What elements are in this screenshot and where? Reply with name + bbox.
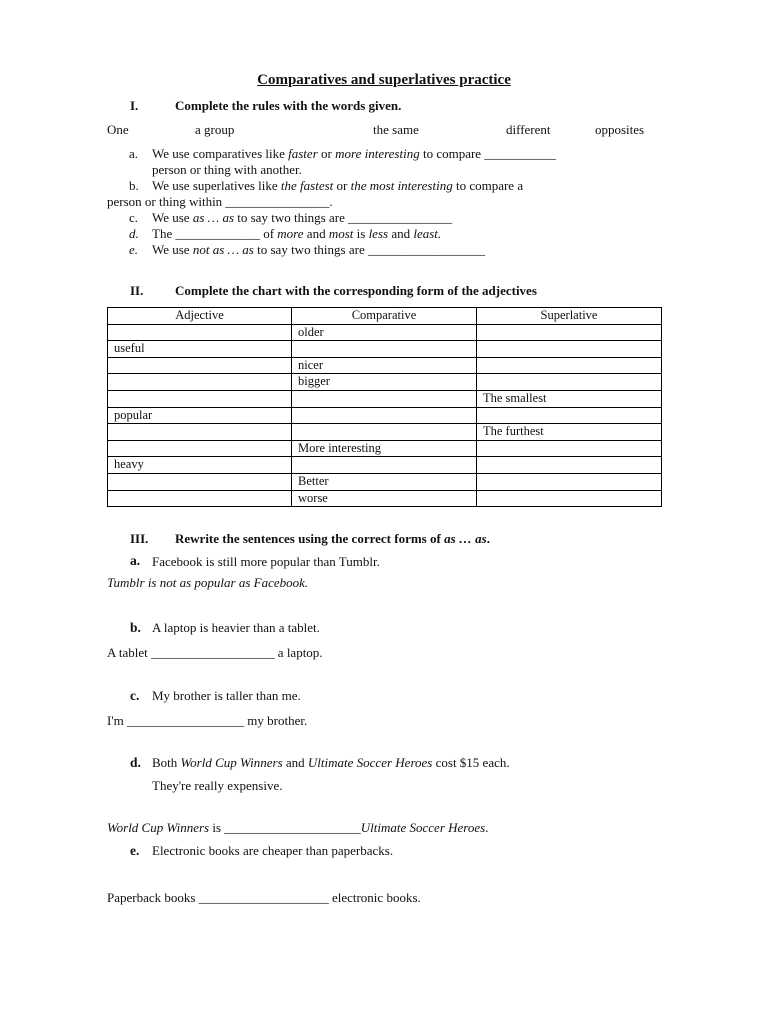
superlative-cell[interactable] <box>477 357 662 374</box>
rule-b-text: We use superlatives like the fastest or the most interesting to compare a <box>152 178 524 193</box>
adjective-cell[interactable] <box>108 374 292 391</box>
exercise-a-answer: Tumblr is not as popular as Facebook. <box>107 575 309 590</box>
word-option: the same <box>373 122 419 137</box>
exercise-d-sentence-2: They're really expensive. <box>152 778 283 793</box>
adjective-cell[interactable]: heavy <box>108 457 292 474</box>
section-3-number: III. <box>130 531 149 546</box>
superlative-cell[interactable]: The smallest <box>477 390 662 407</box>
section-1-heading: Complete the rules with the words given. <box>175 98 402 113</box>
adjective-cell[interactable]: useful <box>108 341 292 358</box>
superlative-cell[interactable] <box>477 457 662 474</box>
section-3-heading: Rewrite the sentences using the correct forms of as … as. <box>175 531 490 546</box>
table-row <box>108 341 662 358</box>
rule-letter: d. <box>129 226 139 241</box>
rule-b-continuation: person or thing within ________________. <box>107 194 333 209</box>
section-2-heading: Complete the chart with the corresponding form of the adjectives <box>175 283 537 298</box>
exercise-letter: e. <box>130 843 140 858</box>
adjective-cell[interactable] <box>108 490 292 507</box>
comparative-cell[interactable]: nicer <box>292 357 477 374</box>
table-row <box>108 407 662 424</box>
word-option: a group <box>195 122 235 137</box>
table-row <box>108 424 662 441</box>
column-header: Comparative <box>292 308 477 325</box>
superlative-cell[interactable]: The furthest <box>477 424 662 441</box>
comparative-cell[interactable] <box>292 407 477 424</box>
chart-header-row <box>108 308 662 325</box>
rule-letter: a. <box>129 146 139 161</box>
adjective-cell[interactable] <box>108 440 292 457</box>
exercise-c-answer-line[interactable]: I'm __________________ my brother. <box>107 713 308 728</box>
rule-letter: c. <box>129 210 139 225</box>
exercise-c-sentence: My brother is taller than me. <box>152 688 301 703</box>
page-title: Comparatives and superlatives practice <box>257 72 511 88</box>
comparative-cell[interactable] <box>292 341 477 358</box>
exercise-d-sentence: Both World Cup Winners and Ultimate Soccer Heroes cost $15 each. <box>152 755 510 770</box>
exercise-letter: b. <box>130 620 141 635</box>
exercise-b-sentence: A laptop is heavier than a tablet. <box>152 620 320 635</box>
section-2-number: II. <box>130 283 144 298</box>
comparative-cell[interactable] <box>292 424 477 441</box>
superlative-cell[interactable] <box>477 407 662 424</box>
exercise-letter: d. <box>130 755 141 770</box>
rule-d-text: The _____________ of more and most is less and least. <box>152 226 442 241</box>
column-header: Superlative <box>477 308 662 325</box>
table-row <box>108 440 662 457</box>
table-row <box>108 490 662 507</box>
comparative-cell[interactable]: bigger <box>292 374 477 391</box>
superlative-cell[interactable] <box>477 374 662 391</box>
superlative-cell[interactable] <box>477 440 662 457</box>
comparative-cell[interactable] <box>292 457 477 474</box>
rule-a-text: We use comparatives like faster or more interesting to compare ___________ <box>152 146 556 161</box>
superlative-cell[interactable] <box>477 473 662 490</box>
adjective-chart <box>107 307 662 507</box>
adjective-cell[interactable] <box>108 390 292 407</box>
word-option: One <box>107 122 129 137</box>
exercise-b-answer-line[interactable]: A tablet ___________________ a laptop. <box>107 645 323 660</box>
rule-letter: b. <box>129 178 139 193</box>
adjective-cell[interactable] <box>108 424 292 441</box>
table-row <box>108 374 662 391</box>
table-row <box>108 324 662 341</box>
exercise-e-sentence: Electronic books are cheaper than paperbacks. <box>152 843 394 858</box>
table-row <box>108 473 662 490</box>
adjective-cell[interactable]: popular <box>108 407 292 424</box>
rule-c-text: We use as … as to say two things are ________________ <box>152 210 453 225</box>
table-row <box>108 357 662 374</box>
word-option: different <box>506 122 551 137</box>
exercise-e-answer-line[interactable]: Paperback books ____________________ electronic books. <box>107 890 421 905</box>
comparative-cell[interactable]: older <box>292 324 477 341</box>
section-1-number: I. <box>130 98 139 113</box>
word-option: opposites <box>595 122 645 137</box>
exercise-a-sentence: Facebook is still more popular than Tumblr. <box>152 554 380 569</box>
table-row <box>108 457 662 474</box>
table-row <box>108 390 662 407</box>
comparative-cell[interactable]: Better <box>292 473 477 490</box>
exercise-d-answer-line[interactable]: World Cup Winners is _____________________Ultimate Soccer Heroes. <box>107 820 489 835</box>
superlative-cell[interactable] <box>477 324 662 341</box>
superlative-cell[interactable] <box>477 341 662 358</box>
rule-e-text: We use not as … as to say two things are __________________ <box>152 242 485 257</box>
rule-a-continuation: person or thing with another. <box>152 162 302 177</box>
adjective-cell[interactable] <box>108 473 292 490</box>
rule-letter: e. <box>129 242 139 257</box>
exercise-letter: a. <box>130 553 141 568</box>
superlative-cell[interactable] <box>477 490 662 507</box>
column-header: Adjective <box>108 308 292 325</box>
exercise-letter: c. <box>130 688 140 703</box>
adjective-cell[interactable] <box>108 324 292 341</box>
comparative-cell[interactable] <box>292 390 477 407</box>
comparative-cell[interactable]: worse <box>292 490 477 507</box>
comparative-cell[interactable]: More interesting <box>292 440 477 457</box>
adjective-cell[interactable] <box>108 357 292 374</box>
